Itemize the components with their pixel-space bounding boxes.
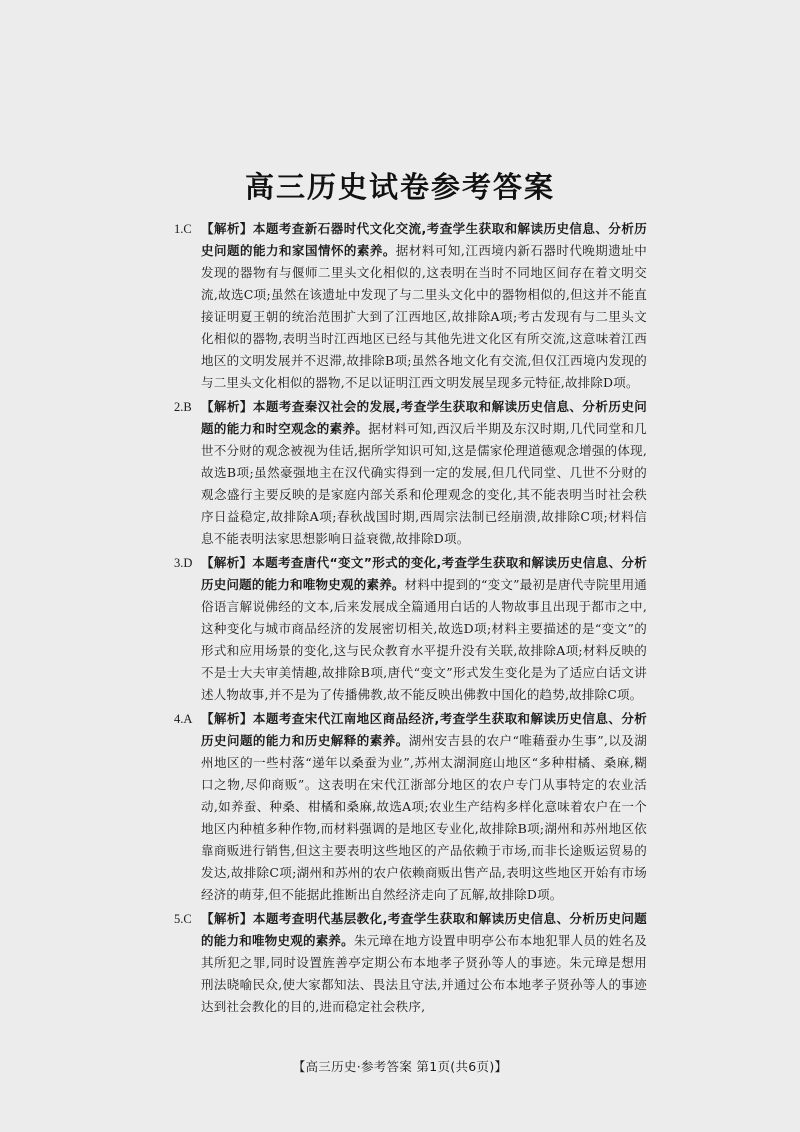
analysis-label: 【解析】	[201, 555, 253, 570]
answer-text: 材料中提到的“变文”最初是唐代寺院里用通俗语言解说佛经的文本,后来发展成全篇通用白话的人物故事且出现于都市之中,这种变化与城市商品经济的发展密切相关,故选D项;材料主要描述的是“变文”的形式和应用场景的变化,这与民众教育水平提升没有关联,故排除A项;材料反映的不是士大夫审美情趣,故排除B项,唐代“变文”形式发生变化是为了适应白话文讲述人物故事,并不是为了传播佛教,故不能反映出佛教中国化的趋势,故排除C项。	[201, 577, 647, 702]
answer-lead: 本题考查明代基层教化,考查学生获取和解读历史信息、分析历史问题的能力和唯物史观的素养。	[201, 911, 647, 948]
analysis-label: 【解析】	[201, 221, 253, 236]
answer-text: 朱元璋在地方设置申明亭公布本地犯罪人员的姓名及其所犯之罪,同时设置旌善亭定期公布本地孝子贤孙等人的事迹。朱元璋是想用刑法晓喻民众,使大家都知法、畏法且守法,并通过公布本地孝子贤孙等人的事迹达到社会教化的目的,进而稳定社会秩序,	[201, 933, 647, 1014]
answer-item-4	[175, 708, 647, 906]
answer-lead: 本题考查唐代“变文”形式的变化,考查学生获取和解读历史信息、分析历史问题的能力和唯物史观的素养。	[201, 555, 647, 592]
answer-number: 3.D	[174, 556, 193, 570]
answer-lead: 本题考查宋代江南地区商品经济,考查学生获取和解读历史信息、分析历史问题的能力和历史解释的素养。	[201, 711, 647, 748]
answer-number: 5.C	[174, 912, 192, 926]
answer-body	[201, 708, 647, 906]
answer-text: 据材料可知,江西境内新石器时代晚期遗址中发现的器物有与偃师二里头文化相似的,这表明在当时不同地区间存在着文明交流,故选C项;虽然在该遗址中发现了与二里头文化中的器物相似的,但这并不能直接证明夏王朝的统治范围扩大到了江西地区,故排除A项;考古发现有与二里头文化相似的器物,表明当时江西地区已经与其他先进文化区有所交流,这意味着江西地区的文明发展并不迟滞,故排除B项;虽然各地文化有交流,但仅江西境内发现的与二里头文化相似的器物,不足以证明江西文明发展呈现多元特征,故排除D项。	[201, 243, 647, 390]
answer-list	[175, 218, 647, 1020]
answer-number: 4.A	[174, 712, 193, 726]
answer-number: 1.C	[174, 222, 192, 236]
page-title: 高三历史试卷参考答案	[244, 170, 555, 204]
page-footer: 【高三历史·参考答案 第1页(共6页)】	[292, 1059, 508, 1074]
answer-number: 2.B	[174, 400, 192, 414]
analysis-label: 【解析】	[201, 399, 253, 414]
answer-lead: 本题考查新石器时代文化交流,考查学生获取和解读历史信息、分析历史问题的能力和家国情怀的素养。	[201, 221, 647, 258]
analysis-label: 【解析】	[201, 711, 253, 726]
answer-body	[201, 552, 647, 706]
answer-item-1	[175, 218, 647, 394]
answer-body	[201, 908, 647, 1018]
answer-body	[201, 396, 647, 550]
answer-lead: 本题考查秦汉社会的发展,考查学生获取和解读历史信息、分析历史问题的能力和时空观念的素养。	[201, 399, 647, 436]
answer-text: 湖州安吉县的农户“唯藉蚕办生事”,以及湖州地区的一些村落“递年以桑蚕为业”,苏州太湖洞庭山地区“多种柑橘、桑麻,糊口之物,尽仰商贩”。这表明在宋代江浙部分地区的农户专门从事特定的农业活动,如养蚕、种桑、柑橘和桑麻,故选A项;农业生产结构多样化意味着农户在一个地区内种植多种作物,而材料强调的是地区专业化,故排除B项;湖州和苏州地区依靠商贩进行销售,但这主要表明这些地区的产品依赖于市场,而非长途贩运贸易的发达,故排除C项;湖州和苏州的农户依赖商贩出售产品,表明这些地区开始有市场经济的萌芽,但不能据此推断出自然经济走向了瓦解,故排除D项。	[201, 733, 647, 902]
answer-text: 据材料可知,西汉后半期及东汉时期,几代同堂和几世不分财的观念被视为佳话,据所学知识可知,这是儒家伦理道德观念增强的体现,故选B项;虽然豪强地主在汉代确实得到一定的发展,但几代同堂、几世不分财的观念盛行主要反映的是家庭内部关系和伦理观念的变化,其不能表明当时社会秩序日益稳定,故排除A项;春秋战国时期,西周宗法制已经崩溃,故排除C项;材料信息不能表明法家思想影响日益衰微,故排除D项。	[201, 421, 647, 546]
answer-item-2	[175, 396, 647, 550]
answer-item-5	[175, 908, 647, 1018]
answer-item-3	[175, 552, 647, 706]
analysis-label: 【解析】	[201, 911, 253, 926]
answer-body	[201, 218, 647, 394]
